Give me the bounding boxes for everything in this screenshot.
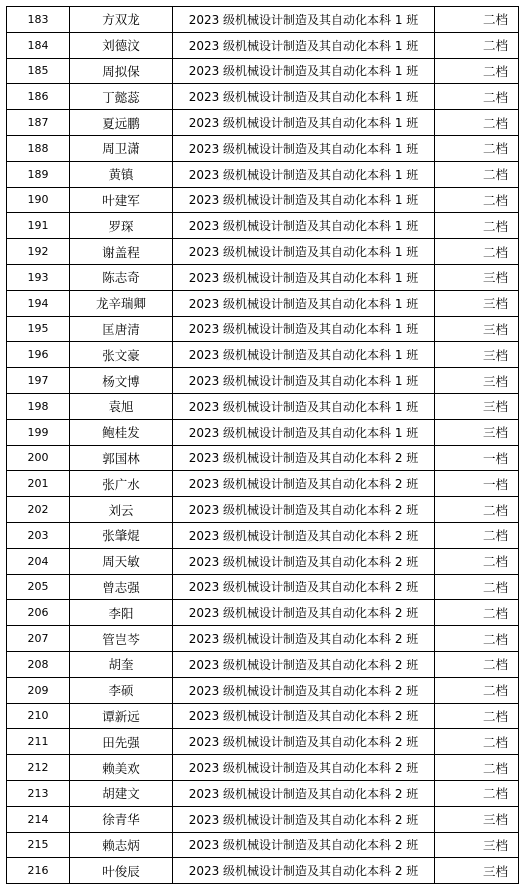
cell-number: 194 — [7, 290, 70, 316]
cell-level: 二档 — [435, 110, 519, 136]
cell-number: 204 — [7, 548, 70, 574]
cell-class-name: 2023 级机械设计制造及其自动化本科 1 班 — [173, 58, 435, 84]
cell-number: 184 — [7, 32, 70, 58]
cell-class-name: 2023 级机械设计制造及其自动化本科 2 班 — [173, 729, 435, 755]
cell-class-name: 2023 级机械设计制造及其自动化本科 2 班 — [173, 703, 435, 729]
table-row — [7, 832, 519, 858]
cell-level: 三档 — [435, 342, 519, 368]
table-row — [7, 368, 519, 394]
cell-level: 二档 — [435, 135, 519, 161]
table-row — [7, 316, 519, 342]
cell-class-name: 2023 级机械设计制造及其自动化本科 1 班 — [173, 135, 435, 161]
table-row — [7, 600, 519, 626]
cell-class-name: 2023 级机械设计制造及其自动化本科 1 班 — [173, 239, 435, 265]
cell-student-name: 胡建文 — [70, 780, 173, 806]
cell-class-name: 2023 级机械设计制造及其自动化本科 2 班 — [173, 497, 435, 523]
cell-level: 二档 — [435, 7, 519, 33]
cell-student-name: 刘德汶 — [70, 32, 173, 58]
cell-student-name: 赖美欢 — [70, 755, 173, 781]
cell-student-name: 叶俊辰 — [70, 858, 173, 884]
cell-number: 216 — [7, 858, 70, 884]
cell-class-name: 2023 级机械设计制造及其自动化本科 1 班 — [173, 84, 435, 110]
table-row — [7, 677, 519, 703]
cell-level: 二档 — [435, 703, 519, 729]
table-row — [7, 806, 519, 832]
cell-level: 二档 — [435, 729, 519, 755]
cell-student-name: 张肇焜 — [70, 522, 173, 548]
cell-student-name: 周拟保 — [70, 58, 173, 84]
cell-student-name: 郭国林 — [70, 445, 173, 471]
cell-class-name: 2023 级机械设计制造及其自动化本科 2 班 — [173, 858, 435, 884]
cell-student-name: 龙辛瑞卿 — [70, 290, 173, 316]
table-row — [7, 187, 519, 213]
cell-level: 二档 — [435, 755, 519, 781]
cell-level: 二档 — [435, 626, 519, 652]
cell-number: 202 — [7, 497, 70, 523]
cell-number: 206 — [7, 600, 70, 626]
cell-number: 197 — [7, 368, 70, 394]
cell-class-name: 2023 级机械设计制造及其自动化本科 1 班 — [173, 187, 435, 213]
table-row — [7, 419, 519, 445]
cell-number: 185 — [7, 58, 70, 84]
cell-student-name: 叶建军 — [70, 187, 173, 213]
cell-student-name: 周天敏 — [70, 548, 173, 574]
cell-level: 二档 — [435, 84, 519, 110]
cell-number: 213 — [7, 780, 70, 806]
cell-class-name: 2023 级机械设计制造及其自动化本科 2 班 — [173, 677, 435, 703]
cell-student-name: 赖志炳 — [70, 832, 173, 858]
cell-class-name: 2023 级机械设计制造及其自动化本科 2 班 — [173, 832, 435, 858]
cell-student-name: 李阳 — [70, 600, 173, 626]
cell-number: 208 — [7, 651, 70, 677]
cell-level: 二档 — [435, 651, 519, 677]
cell-number: 196 — [7, 342, 70, 368]
cell-student-name: 曾志强 — [70, 574, 173, 600]
table-row — [7, 110, 519, 136]
cell-class-name: 2023 级机械设计制造及其自动化本科 2 班 — [173, 806, 435, 832]
cell-class-name: 2023 级机械设计制造及其自动化本科 1 班 — [173, 7, 435, 33]
cell-class-name: 2023 级机械设计制造及其自动化本科 1 班 — [173, 213, 435, 239]
student-table — [6, 6, 519, 884]
cell-class-name: 2023 级机械设计制造及其自动化本科 1 班 — [173, 264, 435, 290]
cell-number: 203 — [7, 522, 70, 548]
cell-student-name: 李硕 — [70, 677, 173, 703]
cell-student-name: 夏远鹏 — [70, 110, 173, 136]
cell-student-name: 袁旭 — [70, 393, 173, 419]
cell-class-name: 2023 级机械设计制造及其自动化本科 2 班 — [173, 445, 435, 471]
table-row — [7, 342, 519, 368]
student-list-sheet — [6, 6, 515, 884]
cell-student-name: 陈志奇 — [70, 264, 173, 290]
cell-number: 215 — [7, 832, 70, 858]
table-row — [7, 651, 519, 677]
cell-student-name: 谭新远 — [70, 703, 173, 729]
cell-number: 199 — [7, 419, 70, 445]
cell-student-name: 张文豪 — [70, 342, 173, 368]
cell-student-name: 张广水 — [70, 471, 173, 497]
cell-level: 二档 — [435, 522, 519, 548]
cell-level: 一档 — [435, 471, 519, 497]
cell-number: 201 — [7, 471, 70, 497]
cell-student-name: 杨文博 — [70, 368, 173, 394]
table-row — [7, 471, 519, 497]
table-row — [7, 548, 519, 574]
cell-level: 二档 — [435, 574, 519, 600]
cell-level: 一档 — [435, 445, 519, 471]
table-row — [7, 858, 519, 884]
table-row — [7, 135, 519, 161]
cell-number: 212 — [7, 755, 70, 781]
table-row — [7, 497, 519, 523]
cell-number: 190 — [7, 187, 70, 213]
cell-student-name: 徐青华 — [70, 806, 173, 832]
table-row — [7, 84, 519, 110]
cell-level: 三档 — [435, 393, 519, 419]
cell-number: 205 — [7, 574, 70, 600]
cell-level: 二档 — [435, 187, 519, 213]
cell-number: 210 — [7, 703, 70, 729]
table-row — [7, 393, 519, 419]
cell-class-name: 2023 级机械设计制造及其自动化本科 1 班 — [173, 32, 435, 58]
table-row — [7, 445, 519, 471]
cell-number: 211 — [7, 729, 70, 755]
cell-student-name: 管岂芩 — [70, 626, 173, 652]
table-row — [7, 780, 519, 806]
cell-class-name: 2023 级机械设计制造及其自动化本科 2 班 — [173, 471, 435, 497]
cell-level: 二档 — [435, 497, 519, 523]
table-row — [7, 32, 519, 58]
cell-level: 三档 — [435, 832, 519, 858]
cell-level: 二档 — [435, 32, 519, 58]
cell-student-name: 田先强 — [70, 729, 173, 755]
cell-level: 二档 — [435, 677, 519, 703]
cell-level: 二档 — [435, 58, 519, 84]
cell-class-name: 2023 级机械设计制造及其自动化本科 1 班 — [173, 316, 435, 342]
cell-number: 207 — [7, 626, 70, 652]
cell-level: 二档 — [435, 161, 519, 187]
cell-class-name: 2023 级机械设计制造及其自动化本科 1 班 — [173, 393, 435, 419]
cell-class-name: 2023 级机械设计制造及其自动化本科 2 班 — [173, 651, 435, 677]
table-row — [7, 522, 519, 548]
table-row — [7, 755, 519, 781]
cell-class-name: 2023 级机械设计制造及其自动化本科 2 班 — [173, 522, 435, 548]
cell-number: 183 — [7, 7, 70, 33]
cell-number: 192 — [7, 239, 70, 265]
table-row — [7, 729, 519, 755]
cell-class-name: 2023 级机械设计制造及其自动化本科 1 班 — [173, 419, 435, 445]
cell-student-name: 刘云 — [70, 497, 173, 523]
cell-level: 三档 — [435, 419, 519, 445]
table-row — [7, 239, 519, 265]
cell-class-name: 2023 级机械设计制造及其自动化本科 1 班 — [173, 161, 435, 187]
table-row — [7, 703, 519, 729]
cell-student-name: 黄镇 — [70, 161, 173, 187]
table-row — [7, 626, 519, 652]
cell-number: 209 — [7, 677, 70, 703]
cell-number: 187 — [7, 110, 70, 136]
cell-level: 三档 — [435, 316, 519, 342]
cell-student-name: 鲍桂发 — [70, 419, 173, 445]
cell-level: 三档 — [435, 290, 519, 316]
cell-student-name: 罗琛 — [70, 213, 173, 239]
cell-number: 188 — [7, 135, 70, 161]
cell-number: 214 — [7, 806, 70, 832]
cell-level: 三档 — [435, 264, 519, 290]
cell-number: 198 — [7, 393, 70, 419]
cell-level: 二档 — [435, 780, 519, 806]
cell-number: 193 — [7, 264, 70, 290]
cell-student-name: 谢盖程 — [70, 239, 173, 265]
cell-class-name: 2023 级机械设计制造及其自动化本科 1 班 — [173, 342, 435, 368]
cell-level: 三档 — [435, 368, 519, 394]
cell-level: 二档 — [435, 239, 519, 265]
cell-class-name: 2023 级机械设计制造及其自动化本科 2 班 — [173, 600, 435, 626]
cell-student-name: 胡奎 — [70, 651, 173, 677]
cell-number: 189 — [7, 161, 70, 187]
cell-class-name: 2023 级机械设计制造及其自动化本科 2 班 — [173, 755, 435, 781]
table-row — [7, 290, 519, 316]
cell-class-name: 2023 级机械设计制造及其自动化本科 2 班 — [173, 626, 435, 652]
cell-level: 二档 — [435, 600, 519, 626]
cell-level: 三档 — [435, 806, 519, 832]
table-row — [7, 161, 519, 187]
cell-student-name: 匡唐清 — [70, 316, 173, 342]
table-row — [7, 7, 519, 33]
cell-class-name: 2023 级机械设计制造及其自动化本科 1 班 — [173, 290, 435, 316]
table-row — [7, 574, 519, 600]
table-row — [7, 58, 519, 84]
cell-class-name: 2023 级机械设计制造及其自动化本科 1 班 — [173, 368, 435, 394]
cell-number: 195 — [7, 316, 70, 342]
table-row — [7, 213, 519, 239]
cell-number: 200 — [7, 445, 70, 471]
cell-level: 二档 — [435, 213, 519, 239]
cell-number: 186 — [7, 84, 70, 110]
cell-number: 191 — [7, 213, 70, 239]
cell-class-name: 2023 级机械设计制造及其自动化本科 2 班 — [173, 780, 435, 806]
cell-class-name: 2023 级机械设计制造及其自动化本科 2 班 — [173, 548, 435, 574]
cell-class-name: 2023 级机械设计制造及其自动化本科 1 班 — [173, 110, 435, 136]
cell-class-name: 2023 级机械设计制造及其自动化本科 2 班 — [173, 574, 435, 600]
cell-level: 三档 — [435, 858, 519, 884]
student-table-body — [7, 7, 519, 884]
cell-student-name: 丁懿蕊 — [70, 84, 173, 110]
cell-student-name: 方双龙 — [70, 7, 173, 33]
cell-student-name: 周卫潇 — [70, 135, 173, 161]
table-row — [7, 264, 519, 290]
cell-level: 二档 — [435, 548, 519, 574]
